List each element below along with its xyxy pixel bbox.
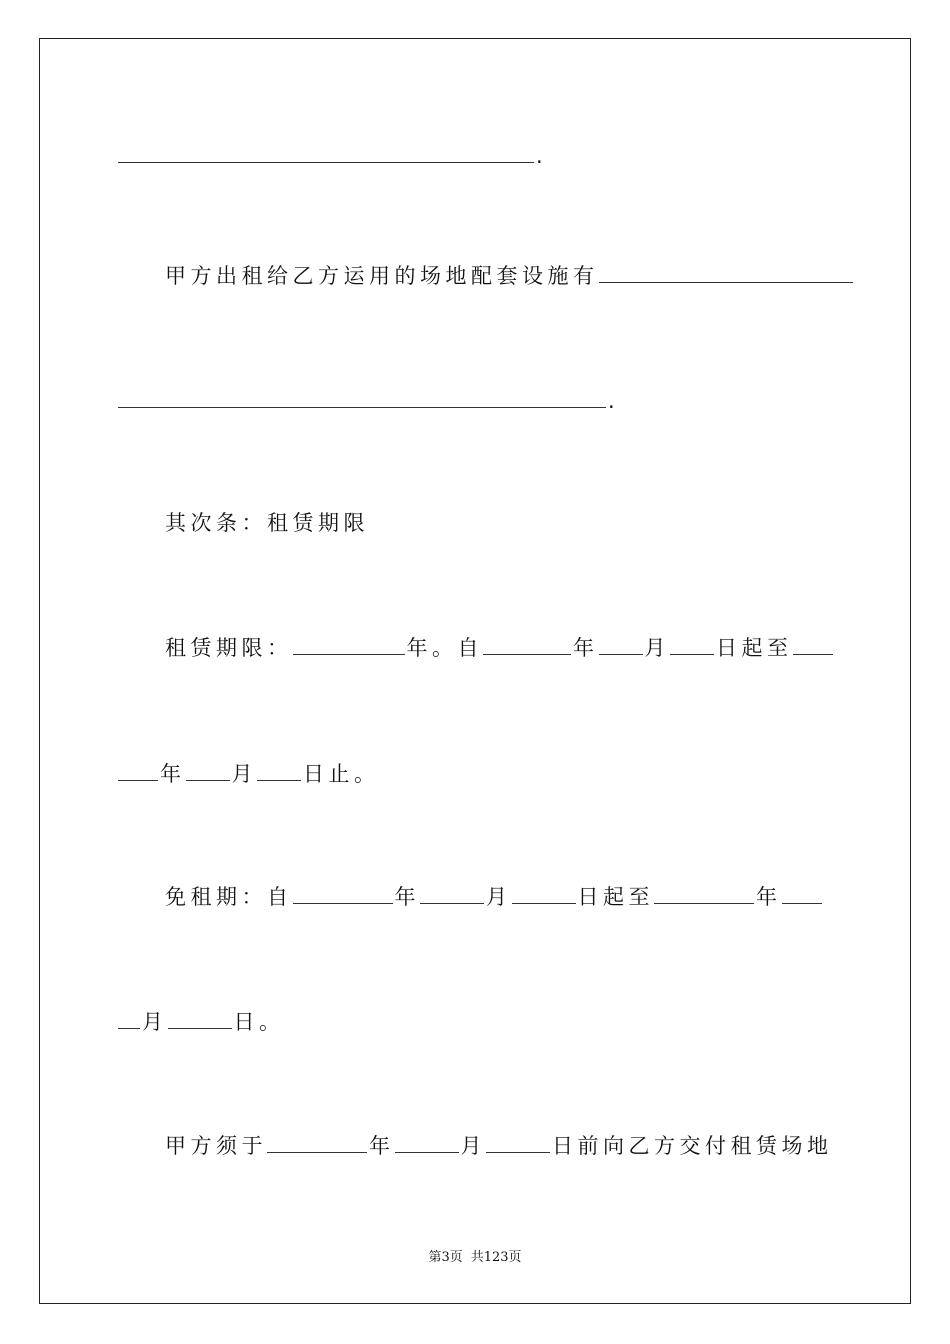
period: . — [536, 144, 548, 168]
fill-blank — [168, 1006, 232, 1029]
rent-free-line — [165, 881, 824, 911]
total-pages: 共123页 — [470, 1250, 522, 1265]
fill-blank — [118, 758, 158, 781]
facilities-text: 甲方出租给乙方运用的场地配套设施有 — [165, 264, 599, 288]
fill-blank — [118, 1006, 140, 1029]
handover-text: 日前向乙方交付租赁场地 — [552, 1134, 833, 1158]
month-text: 月 — [460, 1134, 486, 1158]
rent-free-label: 免租期：自 — [165, 885, 293, 909]
blank-line-1 — [118, 140, 547, 170]
fill-blank — [654, 881, 754, 904]
day-end-text: 日。 — [233, 1010, 285, 1034]
fill-blank — [293, 632, 405, 655]
handover-line — [165, 1130, 833, 1160]
year-text: 年 — [160, 762, 186, 786]
facilities-line — [165, 260, 855, 290]
fill-blank — [118, 385, 606, 408]
year-text: 年 — [369, 1134, 395, 1158]
day-until-text: 日起至 — [716, 636, 793, 660]
fill-blank — [486, 1130, 550, 1153]
fill-blank — [483, 632, 571, 655]
fill-blank — [293, 881, 393, 904]
year-text: 年 — [394, 885, 420, 909]
fill-blank — [599, 632, 643, 655]
month-text: 月 — [486, 885, 512, 909]
fill-blank — [512, 881, 576, 904]
document-page — [39, 38, 911, 1304]
fill-blank — [186, 758, 230, 781]
period: . — [608, 389, 620, 413]
handover-label: 甲方须于 — [165, 1134, 267, 1158]
fill-blank — [599, 260, 853, 283]
fill-blank — [118, 140, 534, 163]
fill-blank — [782, 881, 822, 904]
fill-blank — [267, 1130, 367, 1153]
article-2-title: 其次条：租赁期限 — [165, 511, 369, 535]
fill-blank — [420, 881, 484, 904]
lease-end-line — [118, 758, 380, 788]
year-text: 年 — [756, 885, 782, 909]
year-text: 年 — [573, 636, 599, 660]
article-2-heading — [165, 508, 369, 538]
year-from-text: 年。自 — [406, 636, 483, 660]
fill-blank — [793, 632, 833, 655]
month-text: 月 — [142, 1010, 168, 1034]
lease-term-line — [165, 632, 835, 662]
lease-term-label: 租赁期限： — [165, 636, 293, 660]
month-text: 月 — [644, 636, 670, 660]
fill-blank — [257, 758, 301, 781]
fill-blank — [395, 1130, 459, 1153]
month-text: 月 — [231, 762, 257, 786]
blank-line-2 — [118, 385, 619, 415]
fill-blank — [670, 632, 714, 655]
rent-free-end-line — [118, 1006, 285, 1036]
day-until-text: 日起至 — [577, 885, 654, 909]
page-number: 第3页 — [428, 1250, 463, 1265]
day-end-text: 日止。 — [303, 762, 380, 786]
page-footer — [0, 1246, 950, 1265]
